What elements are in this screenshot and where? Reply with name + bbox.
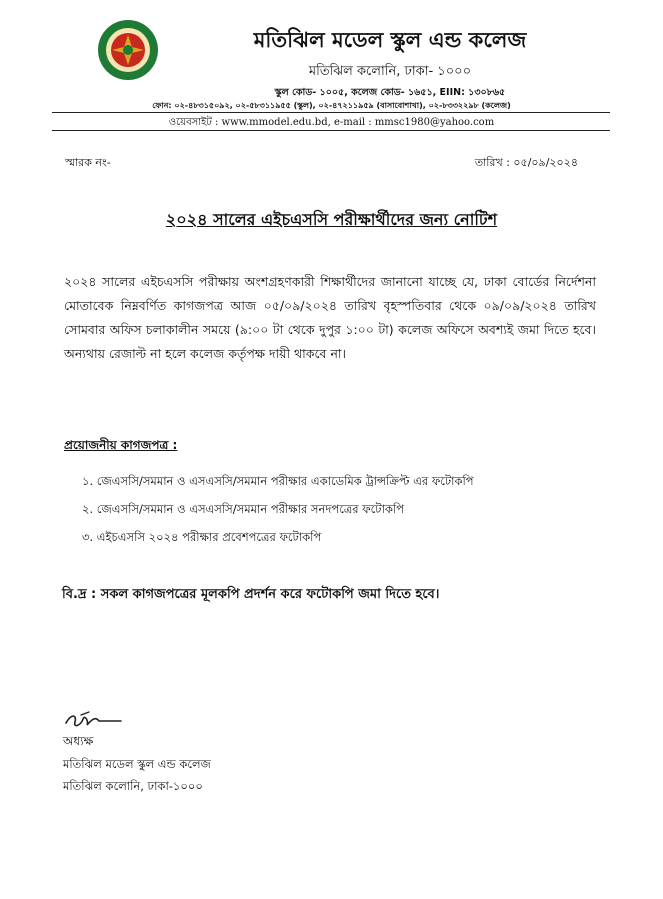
requirement-item: ৩. এইচএসসি ২০২৪ পরীক্ষার প্রবেশপত্রের ফটোকপি	[82, 530, 322, 544]
requirements-heading: প্রয়োজনীয় কাগজপত্র :	[64, 438, 178, 452]
header-divider-bottom	[52, 130, 610, 131]
nota-bene: বি.দ্র : সকল কাগজপত্রের মূলকপি প্রদর্শন করে ফটোকপি জমা দিতে হবে।	[62, 587, 440, 602]
school-phone: ফোন: ০২-৪৮৩১৫০৯২, ০২-৫৮৩১১৯৫৫ (স্কুল), ০২-৪৭২১১৯৫৯ (বাসাবোশাখা), ০২-৮৩৩২২৯৮ (কলেজ)	[152, 101, 511, 110]
requirements-list	[82, 467, 474, 551]
signatory-school: মতিঝিল মডেল স্কুল এন্ড কলেজ	[63, 757, 211, 771]
notice-body: ২০২৪ সালের এইচএসসি পরীক্ষায় অংশগ্রহণকারী শিক্ষার্থীদের জানানো যাচ্ছে যে, ঢাকা বোর্ডের নির্দেশনা মোতাবেক নিম্নবর্ণিত কাগজপত্র আজ ০৫/০৯/২০২৪ তারিখ বৃহস্পতিবার থেকে ০৯/০৯/২০২৪ তারিখ সোমবার অফিস চলাকালীন সময়ে (৯:০০ টা থেকে দুপুর ১:০০ টা) কলেজ অফিসে অবশ্যই জমা দিতে হবে। অন্যথায় রেজাল্ট না হলে কলেজ কর্তৃপক্ষ দায়ী থাকবে না।	[64, 274, 596, 361]
school-name: মতিঝিল মডেল স্কুল এন্ড কলেজ	[253, 28, 527, 52]
school-address: মতিঝিল কলোনি, ঢাকা- ১০০০	[308, 64, 472, 79]
signatory-title: অধ্যক্ষ	[63, 734, 94, 748]
memo-number-label: স্মারক নং-	[65, 156, 111, 169]
notice-title: ২০২৪ সালের এইচএসসি পরীক্ষার্থীদের জন্য নোটিশ	[165, 210, 498, 229]
signatory-address: মতিঝিল কলোনি, ঢাকা-১০০০	[63, 779, 203, 793]
school-web-email: ওয়েবসাইট : www.mmodel.edu.bd, e-mail : mmsc1980@yahoo.com	[168, 117, 495, 128]
header-divider-top	[52, 112, 610, 113]
signature	[63, 708, 125, 732]
school-codes: স্কুল কোড- ১০০৫, কলেজ কোড- ১৬৫১, EIIN: ১৩০৮৬৫	[274, 87, 506, 98]
requirement-item: ১. জেএসসি/সমমান ও এসএসসি/সমমান পরীক্ষার একাডেমিক ট্রান্সক্রিপ্ট এর ফটোকপি	[82, 474, 474, 488]
requirement-item: ২. জেএসসি/সমমান ও এসএসসি/সমমান পরীক্ষার সনদপত্রের ফটোকপি	[82, 502, 405, 516]
school-logo	[97, 19, 159, 81]
notice-date: তারিখ : ০৫/০৯/২০২৪	[474, 156, 578, 169]
